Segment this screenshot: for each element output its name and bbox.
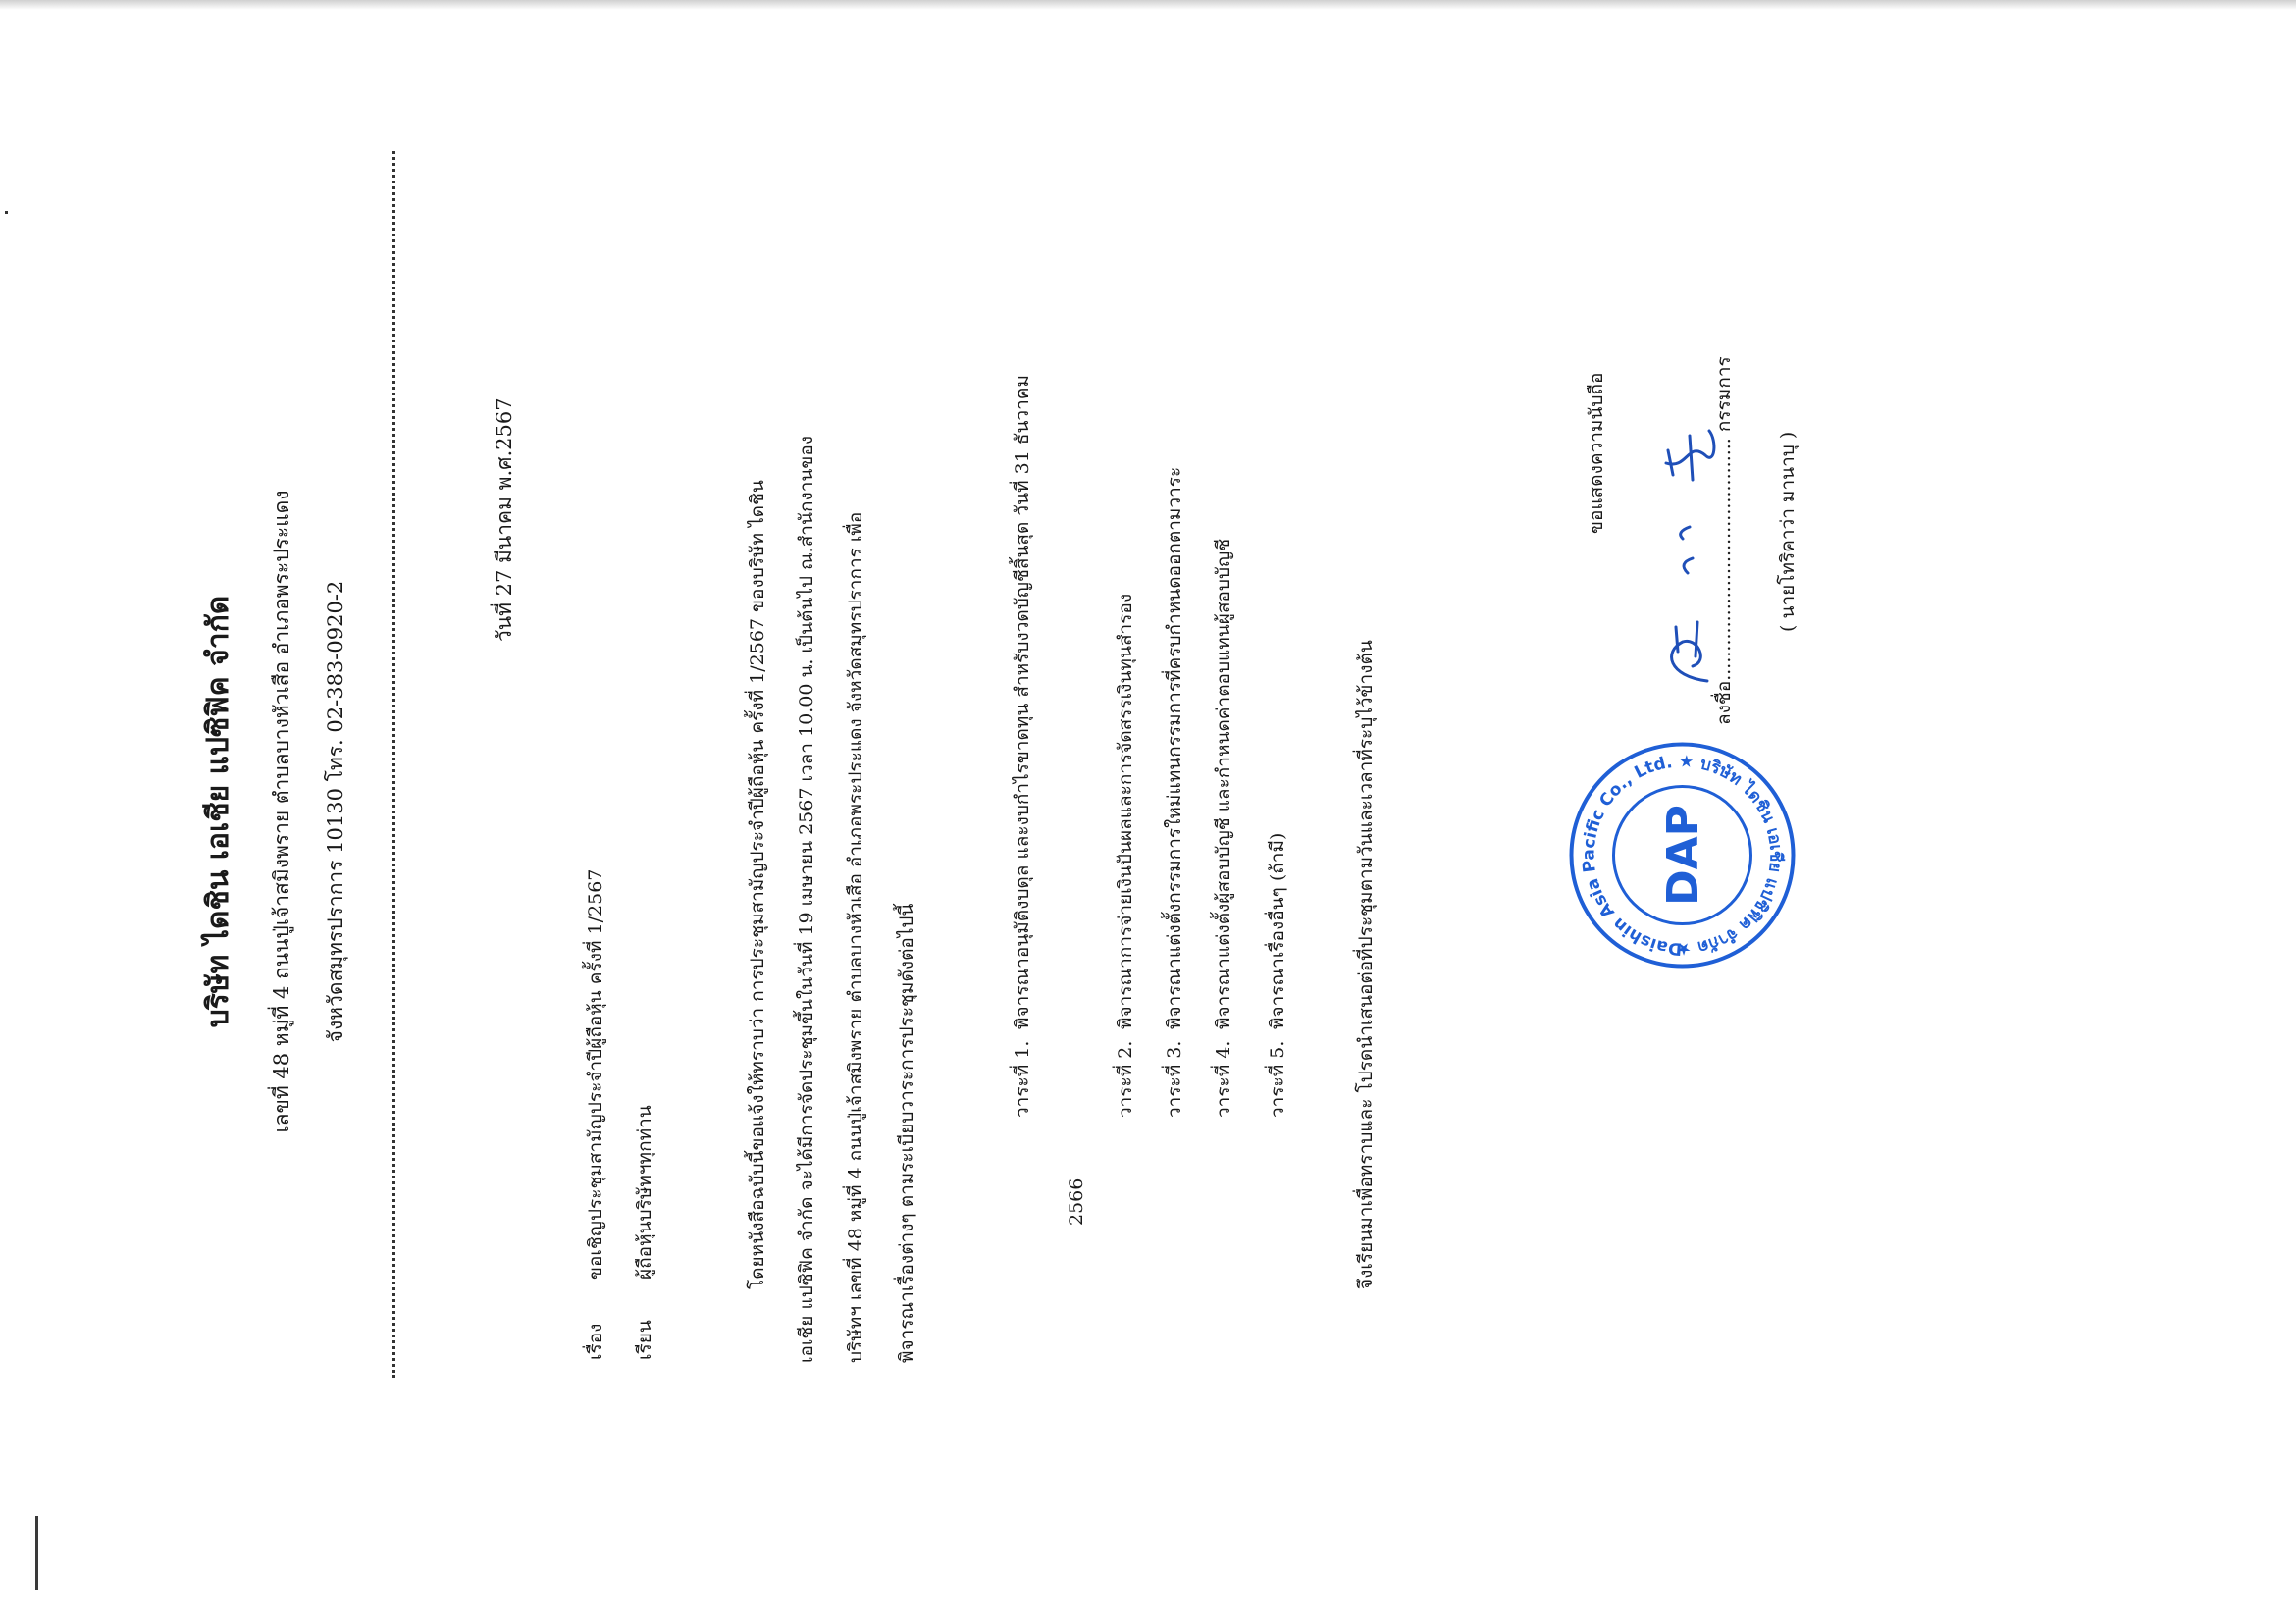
closing-text: จึงเรียนมาเพื่อทราบและ โปรดนำเสนอต่อที่ประชุมตามวันและเวลาที่ระบุไว้ข้างต้น: [1355, 640, 1377, 1289]
company-name: บริษัท ไดชิน เอเชีย แปซิฟิค จำกัด: [201, 595, 235, 1028]
company-stamp: [1567, 740, 1798, 970]
agenda-text: พิจารณาแต่งตั้งกรรมการใหม่แทนกรรมการที่ครบกำหนดออกตามวาระ: [1164, 466, 1185, 1029]
letter-date: วันที่ 27 มีนาคม พ.ศ.2567: [493, 397, 516, 642]
body-line: พิจารณาเรื่องต่างๆ ตามระเบียบวาระการประชุมดังต่อไปนี้: [896, 903, 917, 1363]
body-line: บริษัทฯ เลขที่ 48 หมู่ที่ 4 ถนนปู่เจ้าสมิงพราย ตำบลบางหัวเสือ อำเภอพระประแดง จังหวัดสมุทรปราการ เพื่อ: [845, 511, 866, 1363]
agenda-text-continuation: 2566: [1066, 1178, 1087, 1226]
subject-label: เรื่อง: [585, 1323, 606, 1360]
body-line: เอเชีย แปซิฟิค จำกัด จะได้มีการจัดประชุมขึ้นในวันที่ 19 เมษายน 2567 เวลา 10.00 น. เป็นต้นไป ณ.สำนักงานของ: [796, 435, 817, 1363]
agenda-text: พิจารณาแต่งตั้งผู้สอบบัญชี และกำหนดค่าตอบแทนผู้สอบบัญชี: [1213, 538, 1234, 1029]
body-line: โดยหนังสือฉบับนี้ขอแจ้งให้ทราบว่า การประชุมสามัญประจำปีผู้ถือหุ้น ครั้งที่ 1/2567 ของบริษัท ไดชิน: [747, 480, 768, 1289]
agenda-number: วาระที่ 1.: [1012, 1040, 1033, 1118]
agenda-number: วาระที่ 5.: [1267, 1040, 1288, 1118]
recipient-text: ผู้ถือหุ้นบริษัทฯทุกท่าน: [634, 1105, 655, 1280]
stamp-logo-text: DAP: [1658, 805, 1708, 906]
subject-text: ขอเชิญประชุมสามัญประจำปีผู้ถือหุ้น ครั้งที่ 1/2567: [585, 868, 606, 1280]
agenda-text: พิจารณาเรื่องอื่นๆ (ถ้ามี): [1267, 832, 1288, 1029]
regards-text: ขอแสดงความนับถือ: [1586, 372, 1607, 534]
recipient-label: เรียน: [634, 1320, 655, 1360]
agenda-number: วาระที่ 4.: [1213, 1040, 1234, 1118]
agenda-number: วาระที่ 2.: [1115, 1040, 1136, 1118]
signature-line: ลงชื่อ......................................... กรรมการ: [1713, 356, 1735, 725]
signer-name: ( นายโทริคาว่า มานาบุ ): [1777, 431, 1799, 632]
agenda-text: พิจารณาการจ่ายเงินปันผลและการจัดสรรเงินทุนสำรอง: [1115, 593, 1136, 1029]
stamp-ring-text: Daishin Asia Pacific Co., Ltd. ★ บริษัท ไดชิน เอเชีย แปซิฟิค จำกัด ★: [1579, 752, 1786, 959]
agenda-number: วาระที่ 3.: [1164, 1040, 1185, 1118]
address-line-2: จังหวัดสมุทรปราการ 10130 โทร. 02-383-0920-2: [324, 580, 347, 1043]
address-line-1: เลขที่ 48 หมู่ที่ 4 ถนนปู่เจ้าสมิงพราย ตำบลบางหัวเสือ อำเภอพระประแดง: [270, 490, 293, 1133]
header-divider: [392, 151, 395, 1378]
agenda-text: พิจารณาอนุมัติงบดุล และงบกำไรขาดทุน สำหรับงวดบัญชีสิ้นสุด วันที่ 31 ธันวาคม: [1012, 374, 1033, 1029]
